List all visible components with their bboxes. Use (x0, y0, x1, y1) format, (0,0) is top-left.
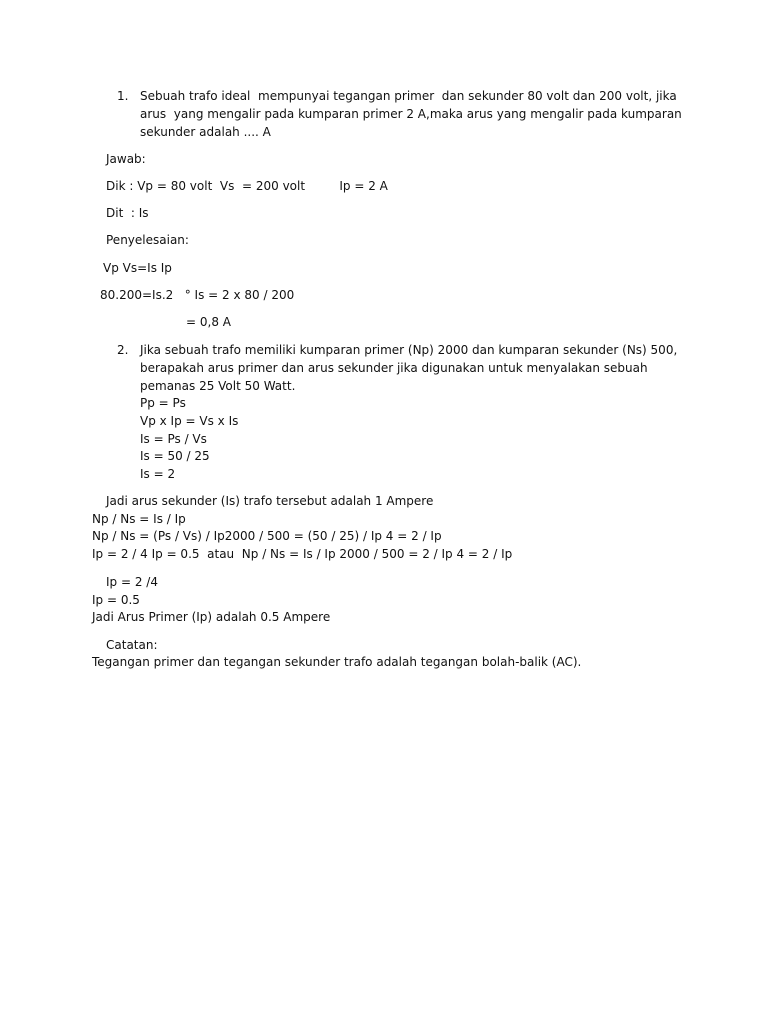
q2-text-line-1: Jika sebuah trafo memiliki kumparan primer (Np) 2000 dan kumparan sekunder (Ns) 500, (140, 343, 678, 357)
dit-line: Dit : Is (106, 206, 149, 220)
q1-text-line-3: sekunder adalah .... A (140, 125, 271, 139)
calc-line-2: = 0,8 A (186, 315, 231, 329)
ip-div-line: Ip = 2 /4 (106, 575, 158, 589)
q2-text-line-8: Is = 2 (140, 467, 176, 481)
jadi-primer-line: Jadi Arus Primer (Ip) adalah 0.5 Ampere (92, 610, 331, 624)
q1-text-line-2: arus yang mengalir pada kumparan primer 2 A,maka arus yang mengalir pada kumparan (140, 107, 682, 121)
q1-text-line-1: Sebuah trafo ideal mempunyai tegangan primer dan sekunder 80 volt dan 200 volt, jika (140, 89, 677, 103)
q2-text-line-3: pemanas 25 Volt 50 Watt. (140, 379, 296, 393)
q2-number: 2. (117, 343, 129, 357)
formula-line: Vp Vs=Is Ip (103, 261, 172, 275)
calc-line-1: 80.200=Is.2 ° Is = 2 x 80 / 200 (100, 288, 295, 302)
ip-value-line: Ip = 0.5 (92, 593, 140, 607)
penyelesaian-label: Penyelesaian: (106, 233, 189, 247)
dik-line: Dik : Vp = 80 volt Vs = 200 volt Ip = 2 A (106, 179, 388, 193)
q2-text-line-2: berapakah arus primer dan arus sekunder jika digunakan untuk menyalakan sebuah (140, 361, 648, 375)
np-ns-line-3: Ip = 2 / 4 Ip = 0.5 atau Np / Ns = Is / Ip 2000 / 500 = 2 / Ip 4 = 2 / Ip (92, 547, 513, 561)
q2-text-line-5: Vp x Ip = Vs x Is (140, 414, 239, 428)
catatan-text: Tegangan primer dan tegangan sekunder trafo adalah tegangan bolah-balik (AC). (92, 655, 582, 669)
np-ns-line-2: Np / Ns = (Ps / Vs) / Ip2000 / 500 = (50 / 25) / Ip 4 = 2 / Ip (92, 529, 442, 543)
np-ns-line-1: Np / Ns = Is / Ip (92, 512, 186, 526)
jadi-sekunder-line: Jadi arus sekunder (Is) trafo tersebut adalah 1 Ampere (106, 494, 434, 508)
q2-text-line-6: Is = Ps / Vs (140, 432, 207, 446)
catatan-label: Catatan: (106, 638, 158, 652)
q2-text-line-7: Is = 50 / 25 (140, 449, 210, 463)
q1-number: 1. (117, 89, 129, 103)
q2-text-line-4: Pp = Ps (140, 396, 186, 410)
jawab-label: Jawab: (106, 152, 146, 166)
